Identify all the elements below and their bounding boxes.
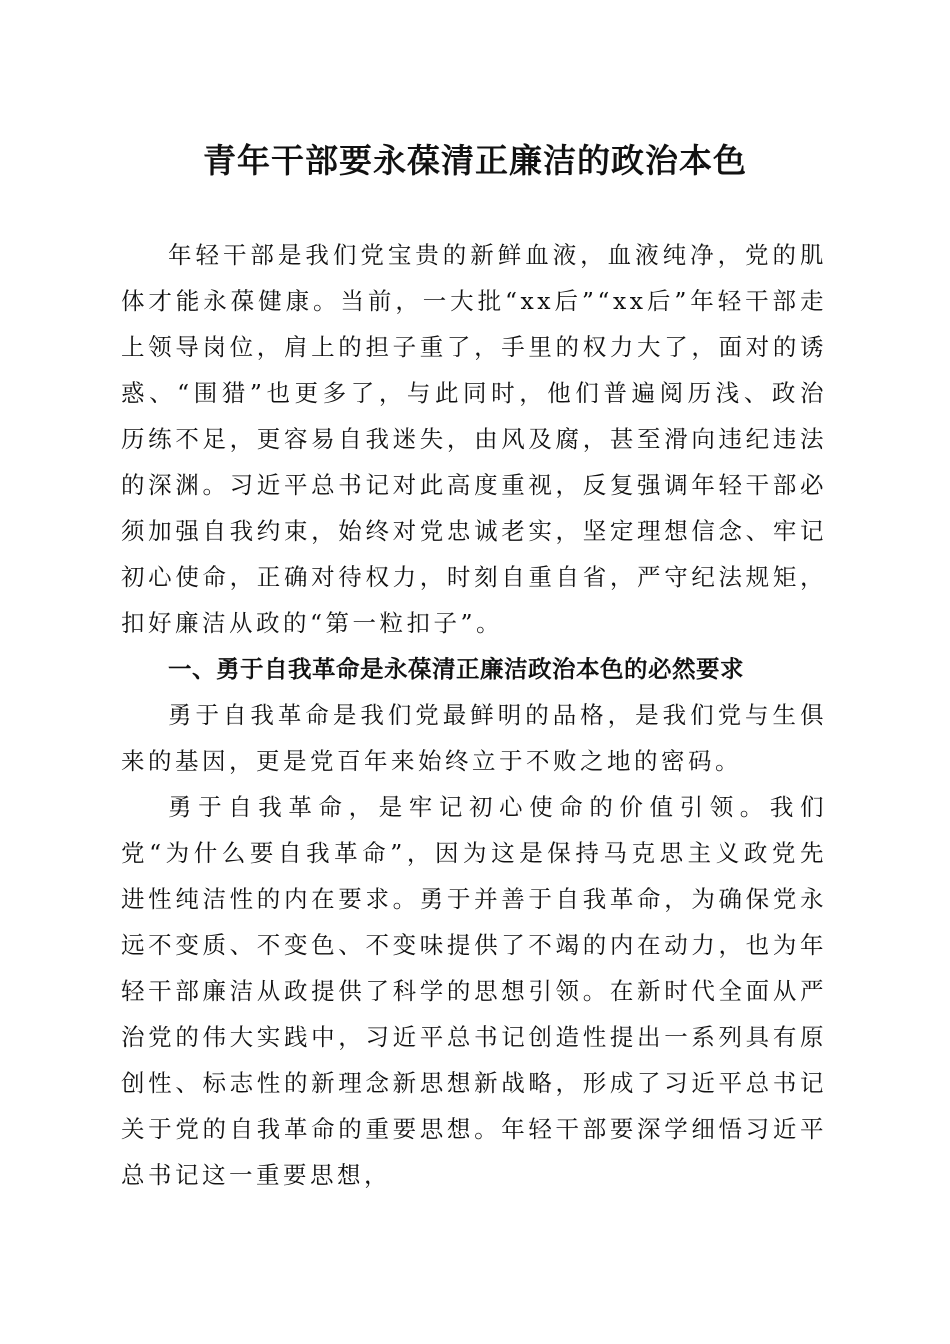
intro-paragraph: 年轻干部是我们党宝贵的新鲜血液，血液纯净，党的肌体才能永葆健康。当前，一大批“xx后”“xx后”年轻干部走上领导岗位，肩上的担子重了，手里的权力大了，面对的诱惑、“围猎”也更多了，与此同时，他们普遍阅历浅、政治历练不足，更容易自我迷失，由风及腐，甚至滑向违纪违法的深渊。习近平总书记对此高度重视，反复强调年轻干部必须加强自我约束，始终对党忠诚老实，坚定理想信念、牢记初心使命，正确对待权力，时刻自重自省，严守纪法规矩，扣好廉洁从政的“第一粒扣子”。 [121,241,827,637]
section-paragraph-2: 勇于自我革命，是牢记初心使命的价值引领。我们党“为什么要自我革命”，因为这是保持马克思主义政党先进性纯洁性的内在要求。勇于并善于自我革命，为确保党永远不变质、不变色、不变味提供了不竭的内在动力，也为年轻干部廉洁从政提供了科学的思想引领。在新时代全面从严治党的伟大实践中，习近平总书记创造性提出一系列具有原创性、标志性的新理念新思想新战略，形成了习近平总书记关于党的自我革命的重要思想。年轻干部要深学细悟习近平总书记这一重要思想， [121,793,827,1189]
document-body [121,232,827,1198]
document-title: 青年干部要永葆清正廉洁的政治本色 [203,141,747,180]
section-paragraph-1: 勇于自我革命是我们党最鲜明的品格，是我们党与生俱来的基因，更是党百年来始终立于不败之地的密码。 [121,701,827,775]
section-heading: 一、勇于自我革命是永葆清正廉洁政治本色的必然要求 [168,655,744,683]
